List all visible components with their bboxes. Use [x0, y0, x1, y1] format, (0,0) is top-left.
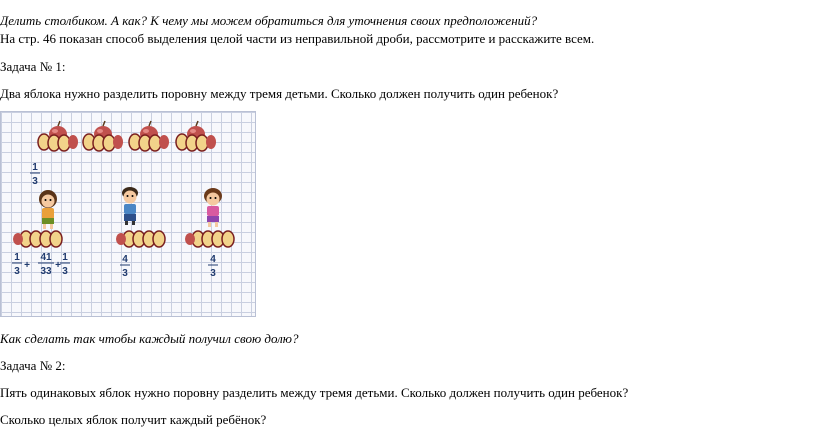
share-child-2	[120, 254, 130, 279]
task2-question: Сколько целых яблок получит каждый ребёнок?	[0, 412, 267, 427]
fraction-top-den: 3	[32, 176, 38, 187]
sum-left-num: 1	[14, 252, 20, 263]
fraction-one-third	[30, 162, 40, 187]
illustration	[1, 112, 257, 318]
fair-share-question: Как сделать так чтобы каждый получил свою долю?	[0, 331, 299, 346]
share-3-num: 4	[210, 254, 216, 265]
task1-text: Два яблока нужно разделить поровну между тремя детьми. Сколько должен получить один ребенок?	[0, 86, 559, 101]
intro-question: Делить столбиком. А как? К чему мы можем обратиться для уточнения своих предположений?	[0, 13, 538, 28]
fraction-top-num: 1	[32, 162, 38, 173]
apple-group-2	[83, 121, 123, 151]
sum-left-den: 3	[14, 266, 20, 277]
child-1-icon	[39, 190, 57, 229]
share-2-den: 3	[122, 268, 128, 279]
task2-text: Пять одинаковых яблок нужно поровну разделить между тремя детьми. Сколько должен получить один ребенок?	[0, 385, 629, 400]
child-2-icon	[122, 187, 138, 225]
sum-right-den: 3	[62, 266, 68, 277]
page-note: На стр. 46 показан способ выделения целой части из неправильной дроби, рассмотрите и расскажите всем.	[0, 31, 595, 46]
sum-plus-2: +	[55, 260, 61, 271]
slices-child-3	[185, 231, 234, 247]
apple-group-1	[38, 121, 78, 151]
share-3-den: 3	[210, 268, 216, 279]
sum-plus-1: +	[24, 260, 30, 271]
sum-under-child-1	[12, 252, 70, 277]
slices-child-2	[116, 231, 165, 247]
child-3-icon	[204, 188, 222, 227]
task1-title: Задача № 1:	[0, 59, 66, 74]
apple-group-4	[176, 121, 216, 151]
sum-middle-den: 33	[40, 266, 52, 277]
share-child-3	[208, 254, 218, 279]
slices-child-1	[13, 231, 62, 247]
sum-right-num: 1	[62, 252, 68, 263]
illustration-grid	[0, 111, 256, 317]
sum-middle-num: 41	[40, 252, 52, 263]
share-2-num: 4	[122, 254, 128, 265]
apple-group-3	[129, 121, 169, 151]
task2-title: Задача № 2:	[0, 358, 66, 373]
